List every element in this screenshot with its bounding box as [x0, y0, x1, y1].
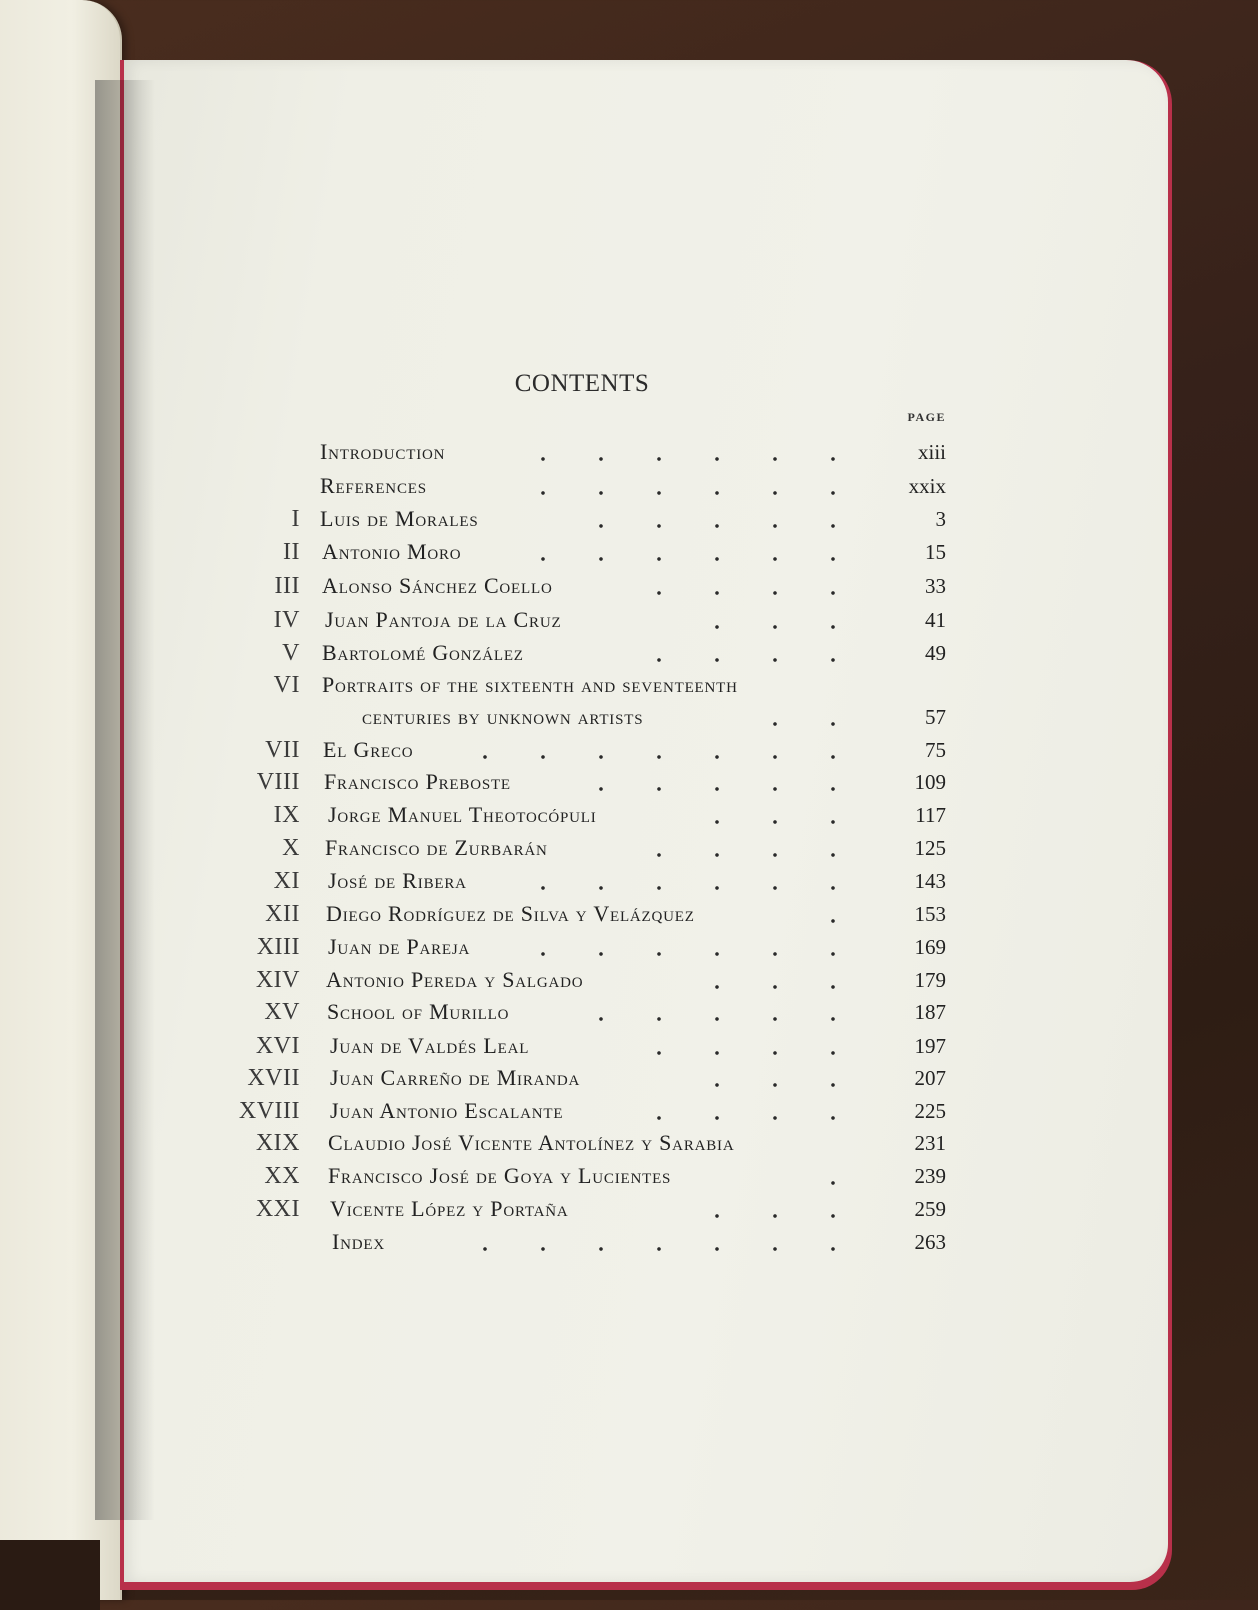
- page-column-label: PAGE: [907, 410, 946, 424]
- chapter-title: Index: [332, 1229, 385, 1254]
- chapter-numeral: VI: [273, 672, 300, 698]
- page-number: 187: [914, 1000, 946, 1024]
- chapter-title: Portraits of the sixteenth and seventeenth: [322, 672, 738, 697]
- chapter-numeral: XXI: [255, 1196, 300, 1222]
- page-number: 169: [914, 935, 946, 959]
- chapter-numeral: I: [291, 506, 300, 532]
- chapter-numeral: IX: [273, 802, 300, 828]
- toc-entry: [0, 767, 1258, 797]
- toc-entry: [0, 899, 1258, 929]
- chapter-numeral: IV: [273, 607, 300, 633]
- toc-entry: [0, 1128, 1258, 1158]
- page-number: 259: [914, 1197, 946, 1221]
- page-number: 117: [915, 803, 946, 827]
- toc-entry: [0, 1161, 1258, 1191]
- chapter-title: Introduction: [320, 439, 446, 464]
- toc-entry: [0, 800, 1258, 830]
- dot-leader: [780, 1161, 862, 1191]
- chapter-numeral: XVII: [247, 1065, 300, 1091]
- page-number: 3: [935, 507, 946, 531]
- chapter-title: Luis de Morales: [320, 506, 479, 531]
- page-number: 125: [914, 836, 946, 860]
- chapter-title: Antonio Pereda y Salgado: [326, 967, 584, 992]
- page-number: 57: [925, 705, 946, 729]
- toc-entry: [0, 1227, 1258, 1257]
- chapter-numeral: XIV: [255, 967, 300, 993]
- toc-entry: [0, 997, 1258, 1027]
- chapter-numeral: XX: [264, 1163, 300, 1189]
- page-number: 49: [925, 641, 946, 665]
- page-number: xxix: [908, 474, 946, 498]
- chapter-numeral: XVIII: [238, 1098, 300, 1124]
- chapter-numeral: II: [283, 539, 300, 565]
- page-number: 109: [914, 770, 946, 794]
- toc-entry: [0, 833, 1258, 863]
- chapter-title: Francisco Preboste: [324, 769, 511, 794]
- toc-entry: [0, 702, 1258, 732]
- toc-entry: [0, 932, 1258, 962]
- toc-entry: [0, 670, 1258, 700]
- chapter-numeral: XI: [273, 868, 300, 894]
- chapter-title: Juan Antonio Escalante: [330, 1098, 564, 1123]
- chapter-numeral: XV: [264, 999, 300, 1025]
- page-number: 15: [925, 540, 946, 564]
- toc-entry: [0, 605, 1258, 635]
- dot-leader: [672, 1194, 862, 1224]
- chapter-numeral: XIII: [256, 934, 300, 960]
- dot-leader: [615, 571, 862, 601]
- dot-leader: [615, 1031, 862, 1061]
- toc-entry: [0, 537, 1258, 567]
- toc-entry: [0, 1031, 1258, 1061]
- toc-entry: [0, 735, 1258, 765]
- dot-leader: [445, 735, 862, 765]
- toc-entry: [0, 965, 1258, 995]
- dot-leader: [500, 471, 862, 501]
- toc-entry: [0, 1063, 1258, 1093]
- chapter-title: Alonso Sánchez Coello: [322, 573, 553, 598]
- dot-leader: [560, 767, 862, 797]
- chapter-title: Vicente López y Portaña: [330, 1196, 569, 1221]
- chapter-title: Francisco de Zurbarán: [325, 835, 548, 860]
- toc-entry: [0, 571, 1258, 601]
- toc-entry: [0, 1194, 1258, 1224]
- dot-leader: [555, 504, 862, 534]
- page-number: 239: [914, 1164, 946, 1188]
- chapter-title: References: [320, 473, 427, 498]
- dot-leader: [560, 997, 862, 1027]
- page-number: 197: [914, 1034, 946, 1058]
- chapter-title: centuries by unknown artists: [362, 704, 644, 729]
- dot-leader: [730, 702, 862, 732]
- page-number: 75: [925, 738, 946, 762]
- dot-leader: [615, 833, 862, 863]
- dot-leader: [670, 605, 862, 635]
- page-number: 41: [925, 608, 946, 632]
- page-number: 207: [914, 1066, 946, 1090]
- chapter-title: Bartolomé González: [322, 640, 524, 665]
- page-title: CONTENTS: [514, 370, 650, 397]
- page-number: 263: [914, 1230, 946, 1254]
- chapter-title: Juan de Valdés Leal: [330, 1033, 530, 1058]
- toc-entry: [0, 638, 1258, 668]
- chapter-numeral: VIII: [256, 769, 300, 795]
- chapter-title: José de Ribera: [328, 868, 467, 893]
- chapter-title: Juan de Pareja: [328, 934, 471, 959]
- toc-entry: [0, 504, 1258, 534]
- chapter-title: Diego Rodríguez de Silva y Velázquez: [326, 901, 695, 926]
- chapter-numeral: XVI: [255, 1033, 300, 1059]
- chapter-title: School of Murillo: [327, 999, 510, 1024]
- toc-entry: [0, 437, 1258, 467]
- chapter-numeral: XIX: [255, 1130, 300, 1156]
- toc-entry: [0, 866, 1258, 896]
- dot-leader: [500, 437, 862, 467]
- page-number: 179: [914, 968, 946, 992]
- chapter-title: Jorge Manuel Theotocópuli: [328, 802, 597, 827]
- dot-leader: [790, 899, 862, 929]
- toc-entry: [0, 471, 1258, 501]
- chapter-numeral: V: [282, 640, 300, 666]
- chapter-numeral: XII: [265, 901, 300, 927]
- page-number: 225: [914, 1099, 946, 1123]
- page-number: 143: [914, 869, 946, 893]
- dot-leader: [515, 537, 862, 567]
- dot-leader: [500, 932, 862, 962]
- chapter-title: El Greco: [323, 737, 414, 762]
- dot-leader: [505, 866, 862, 896]
- page-number: 231: [914, 1131, 946, 1155]
- dot-leader: [672, 800, 862, 830]
- dot-leader: [670, 965, 862, 995]
- dot-leader: [840, 1128, 862, 1158]
- toc-entry: [0, 1096, 1258, 1126]
- chapter-numeral: X: [282, 835, 300, 861]
- page-number: xiii: [917, 440, 946, 464]
- dot-leader: [672, 1063, 862, 1093]
- chapter-numeral: VII: [265, 737, 300, 763]
- page-number: 33: [925, 574, 946, 598]
- chapter-title: Juan Carreño de Miranda: [330, 1065, 581, 1090]
- dot-leader: [615, 1096, 862, 1126]
- chapter-title: Juan Pantoja de la Cruz: [325, 607, 562, 632]
- chapter-title: Antonio Moro: [322, 539, 462, 564]
- dot-leader: [445, 1227, 862, 1257]
- page-number: 153: [914, 902, 946, 926]
- chapter-numeral: III: [274, 573, 300, 599]
- chapter-title: Claudio José Vicente Antolínez y Sarabia: [328, 1130, 735, 1155]
- chapter-title: Francisco José de Goya y Lucientes: [328, 1163, 672, 1188]
- dot-leader: [615, 638, 862, 668]
